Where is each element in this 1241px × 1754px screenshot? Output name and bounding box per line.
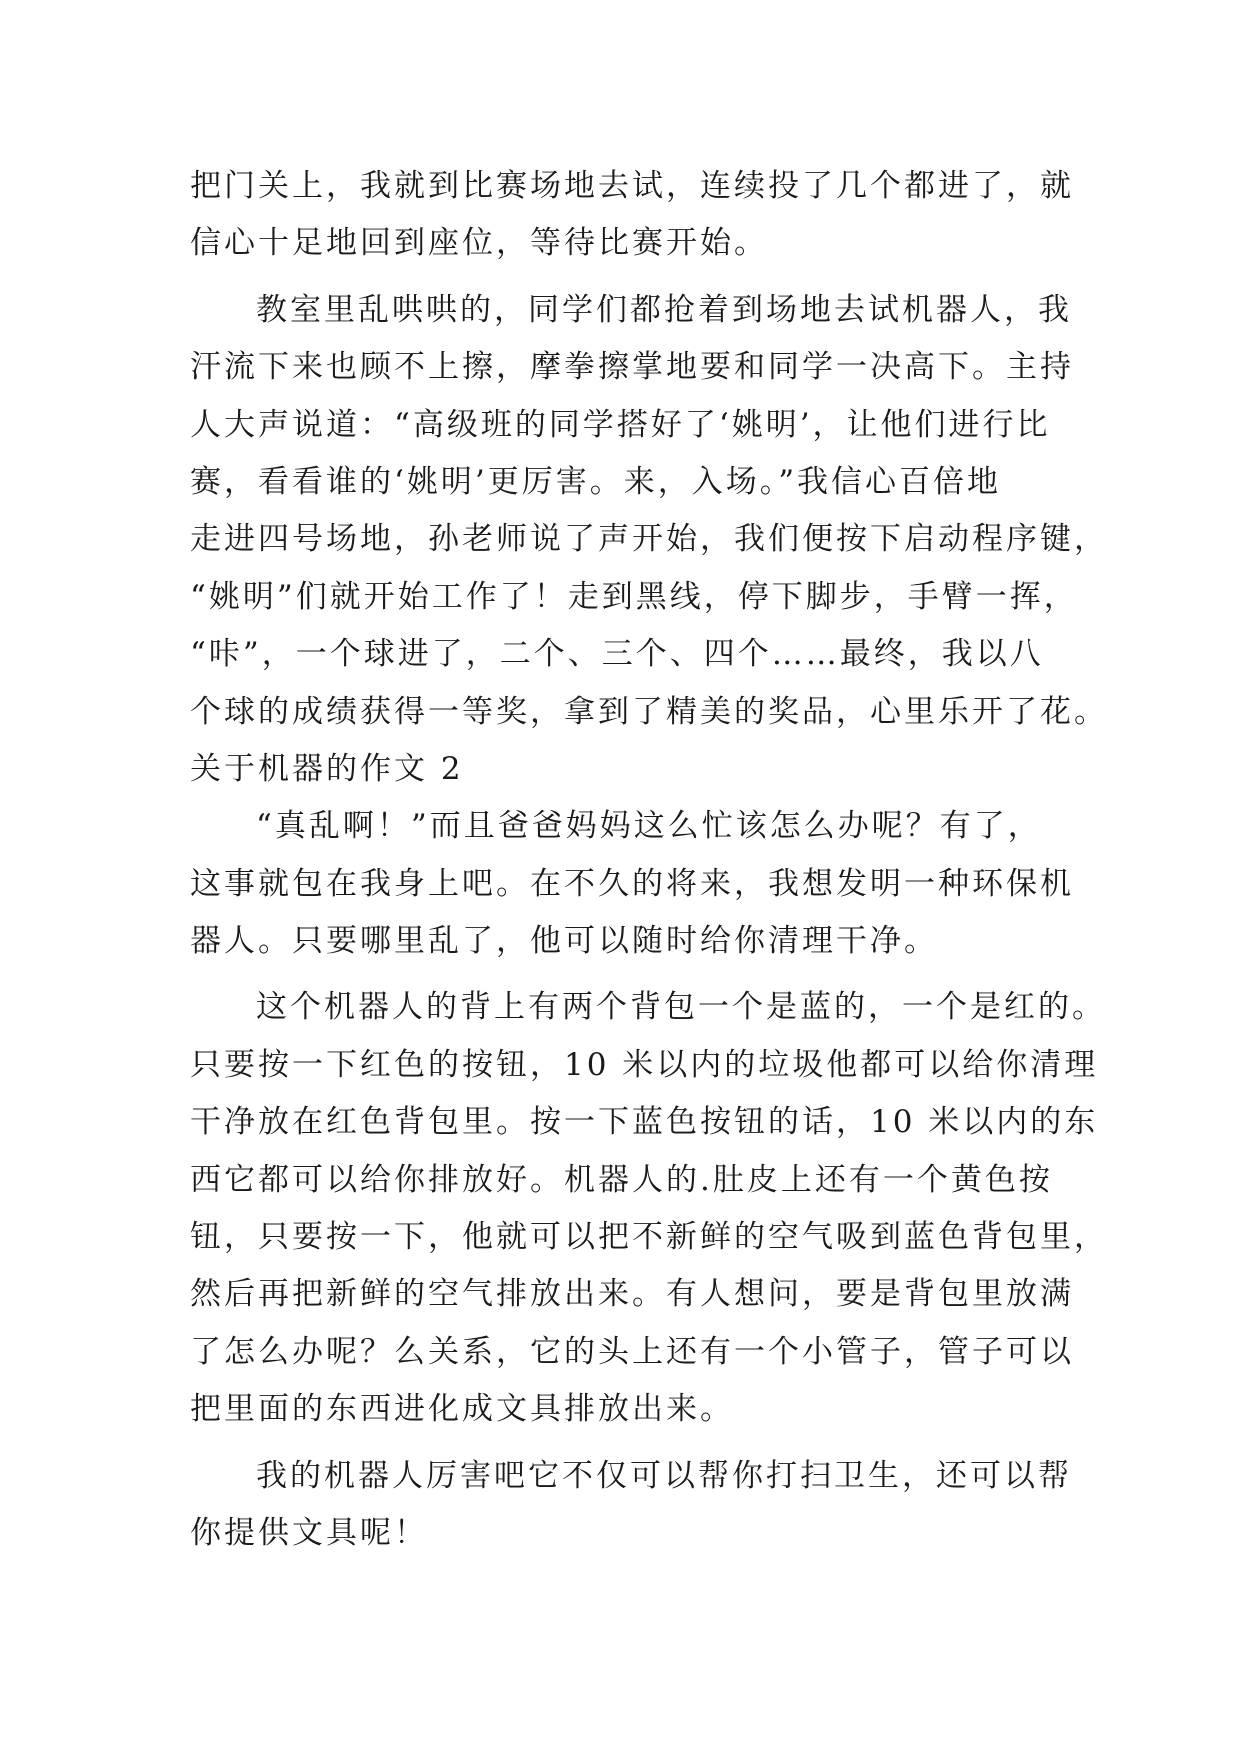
text-line: 器人。只要哪里乱了，他可以随时给你清理干净。: [190, 923, 938, 960]
text-line: “姚明”们就开始工作了！走到黑线，停下脚步，手臂一挥，: [190, 578, 1078, 615]
text-line: 你提供文具呢！: [190, 1514, 428, 1551]
text-line: 我的机器人厉害吧它不仅可以帮你打扫卫生，还可以帮: [256, 1457, 1072, 1494]
text-line: 教室里乱哄哄的，同学们都抢着到场地去试机器人，我: [256, 291, 1072, 328]
essay-text: [190, 158, 1108, 1562]
text-line: 这事就包在我身上吧。在不久的将来，我想发明一种环保机: [190, 865, 1074, 902]
text-line: “咔”，一个球进了，二个、三个、四个……最终，我以八: [190, 636, 1044, 673]
text-line: 汗流下来也顾不上擦，摩拳擦掌地要和同学一决高下。主持: [190, 349, 1074, 386]
text-line: 只要按一下红色的按钮，10 米以内的垃圾他都可以给你清理: [190, 1046, 1099, 1083]
text-line: 西它都可以给你排放好。机器人的.肚皮上还有一个黄色按: [190, 1161, 1053, 1198]
section-heading: 关于机器的作文 2: [190, 750, 464, 787]
text-line: 信心十足地回到座位，等待比赛开始。: [190, 225, 768, 262]
text-line: 走进四号场地，孙老师说了声开始，我们便按下启动程序键，: [190, 521, 1108, 558]
text-line: 人大声说道：“高级班的同学搭好了‘姚明’，让他们进行比: [190, 406, 1051, 443]
text-line: “真乱啊！”而且爸爸妈妈这么忙该怎么办呢？有了，: [256, 808, 1042, 845]
text-line: 把门关上，我就到比赛场地去试，连续投了几个都进了，就: [190, 168, 1074, 204]
text-line: 钮，只要按一下，他就可以把不新鲜的空气吸到蓝色背包里，: [190, 1219, 1108, 1256]
text-line: 赛，看看谁的‘姚明’更厉害。来，入场。”我信心百倍地: [190, 463, 1002, 500]
text-line: 干净放在红色背包里。按一下蓝色按钮的话，10 米以内的东: [190, 1104, 1099, 1141]
text-line: 个球的成绩获得一等奖，拿到了精美的奖品，心里乐开了花。: [190, 693, 1108, 730]
text-line: 这个机器人的背上有两个背包一个是蓝的，一个是红的。: [256, 989, 1106, 1026]
text-line: 了怎么办呢？么关系，它的头上还有一个小管子，管子可以: [190, 1333, 1074, 1370]
text-line: 然后再把新鲜的空气排放出来。有人想问，要是背包里放满: [190, 1276, 1074, 1313]
text-line: 把里面的东西进化成文具排放出来。: [190, 1391, 734, 1428]
